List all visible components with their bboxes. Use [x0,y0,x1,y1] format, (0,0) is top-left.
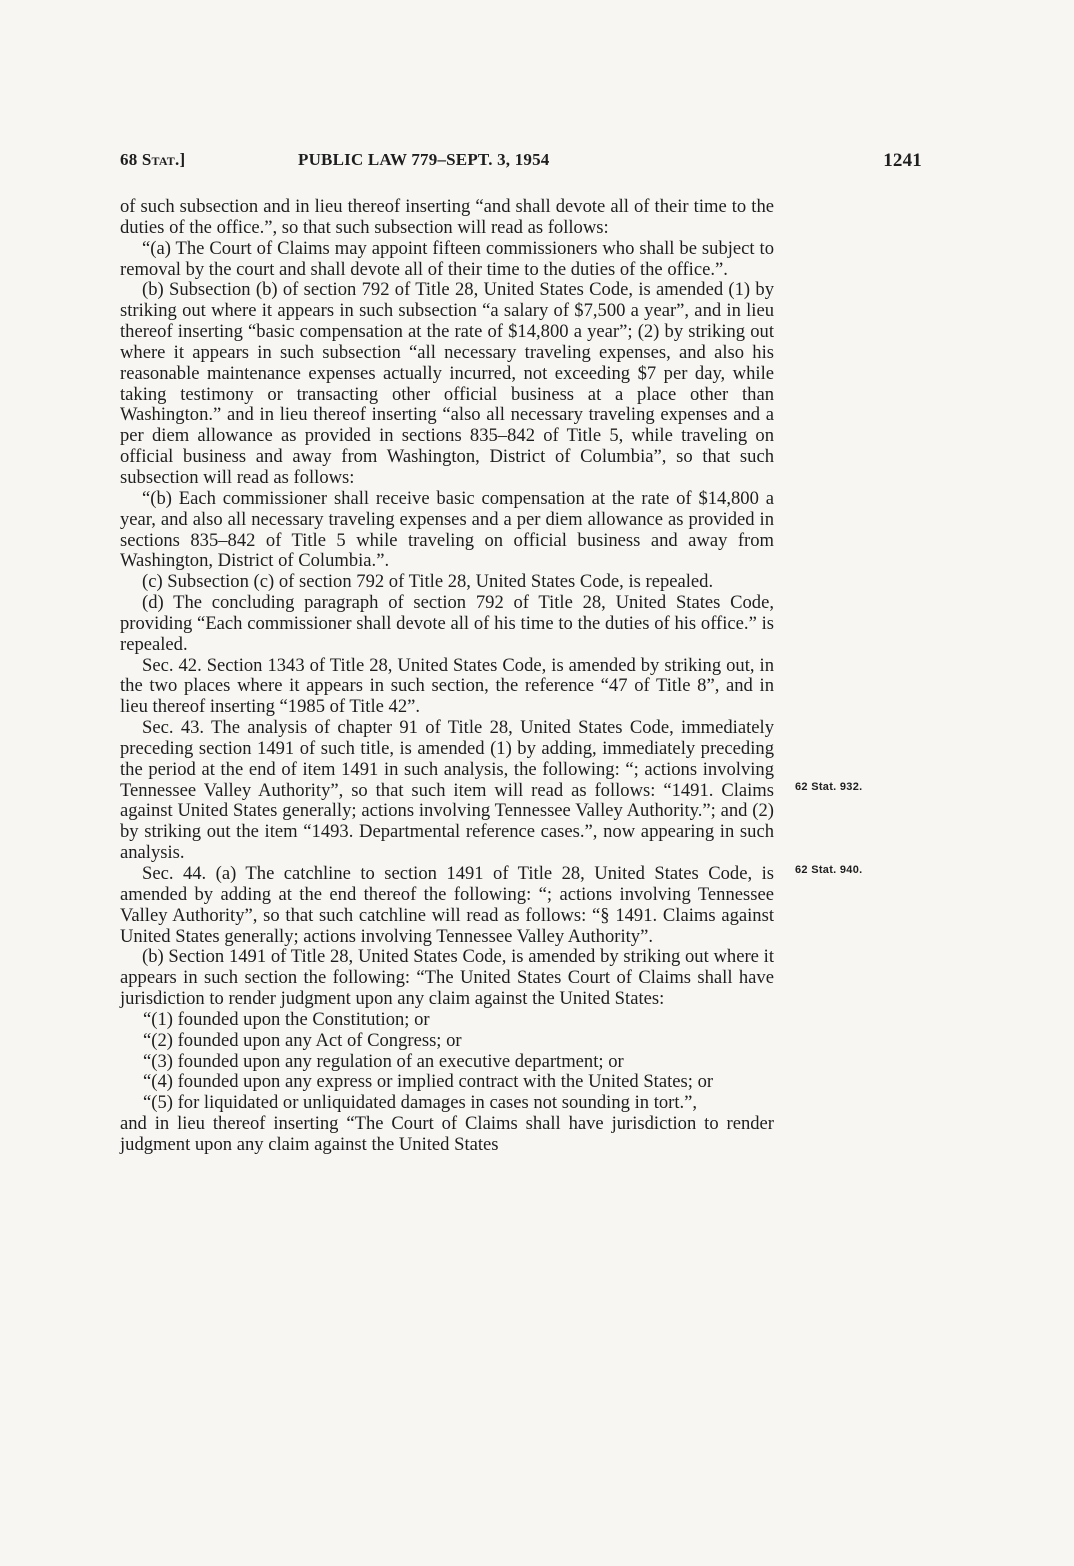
paragraph: (b) Subsection (b) of section 792 of Title 28, United States Code, is amended (1) by striking out where it appears in such subsection “a salary of $7,500 a year”, and in lieu thereof inserting “basic compensation at the rate of $14,800 a year”; (2) by striking out where it appears in such subsection “all necessary traveling expenses, and also his reasonable maintenance expenses actually incurred, not exceeding $7 per day, while taking testimony or transacting other official business at a place other than Washington.” and in lieu thereof inserting “also all necessary traveling expenses and a per diem allowance as provided in sections 835–842 of Title 5, while traveling on official business and away from Washington, District of Columbia”, so that such subsection will read as follows: [120,279,774,488]
section-42: Sec. 42. Section 1343 of Title 28, United States Code, is amended by striking out, in the two places where it appears in such section, the reference “47 of Title 8”, and in lieu thereof inserting “1985 of Title 42”. [120,654,774,718]
list-item: “(2) founded upon any Act of Congress; or [143,1029,462,1051]
paragraph: (c) Subsection (c) of section 792 of Title 28, United States Code, is repealed. [142,571,714,593]
volume-reference: 68 Stat.] [120,150,186,169]
paragraph: and in lieu thereof inserting “The Court of Claims shall have jurisdiction to render judgment upon any claim against the United States [120,1113,774,1155]
page-header [120,150,922,178]
page-number: 1241 [883,150,922,171]
margin-citation: 62 Stat. 940. [795,864,863,876]
section-43: Sec. 43. The analysis of chapter 91 of Title 28, United States Code, immediately preceding section 1491 of such title, is amended (1) by adding, immediately preceding the period at the end of item 1491 in such analysis, the following: “; actions involving Tennessee Valley Authority”, so that such item will read as follows: “1491. Claims against United States generally; actions involving Tennessee Valley Authority.”; and (2) by striking out the item “1493. Departmental reference cases.”, now appearing in such analysis. [120,717,774,864]
paragraph: (d) The concluding paragraph of section 792 of Title 28, United States Code, providing “Each commissioner shall devote all of his time to the duties of his office.” is repealed. [120,592,774,655]
running-title: PUBLIC LAW 779–SEPT. 3, 1954 [298,150,550,169]
list-item: “(5) for liquidated or unliquidated damages in cases not sounding in tort.”, [143,1092,698,1114]
paragraph: (b) Section 1491 of Title 28, United States Code, is amended by striking out where it appears in such section the following: “The United States Court of Claims shall have jurisdiction to render judgment upon any claim against the United States: [120,946,774,1010]
quoted-paragraph: “(a) The Court of Claims may appoint fifteen commissioners who shall be subject to removal by the court and shall devote all of their time to the duties of the office.”. [120,237,774,280]
list-item: “(1) founded upon the Constitution; or [143,1008,430,1030]
quoted-paragraph: “(b) Each commissioner shall receive basic compensation at the rate of $14,800 a year, and also all necessary traveling expenses and a per diem allowance as provided in sections 835–842 of Title 5 while traveling on official business and away from Washington, District of Columbia.”. [120,487,774,572]
list-item: “(3) founded upon any regulation of an executive department; or [143,1050,624,1072]
paragraph: of such subsection and in lieu thereof inserting “and shall devote all of their time to the duties of the office.”, so that such subsection will read as follows: [120,196,774,238]
page-body [120,197,774,1156]
list-item: “(4) founded upon any express or implied contract with the United States; or [143,1071,714,1093]
margin-citation: 62 Stat. 932. [795,781,863,793]
section-44: Sec. 44. (a) The catchline to section 1491 of Title 28, United States Code, is amended by adding at the end thereof the following: “; actions involving Tennessee Valley Authority”, so that such catchline will read as follows: “§ 1491. Claims against United States generally; actions involving Tennessee Valley Authority”. [120,863,774,947]
